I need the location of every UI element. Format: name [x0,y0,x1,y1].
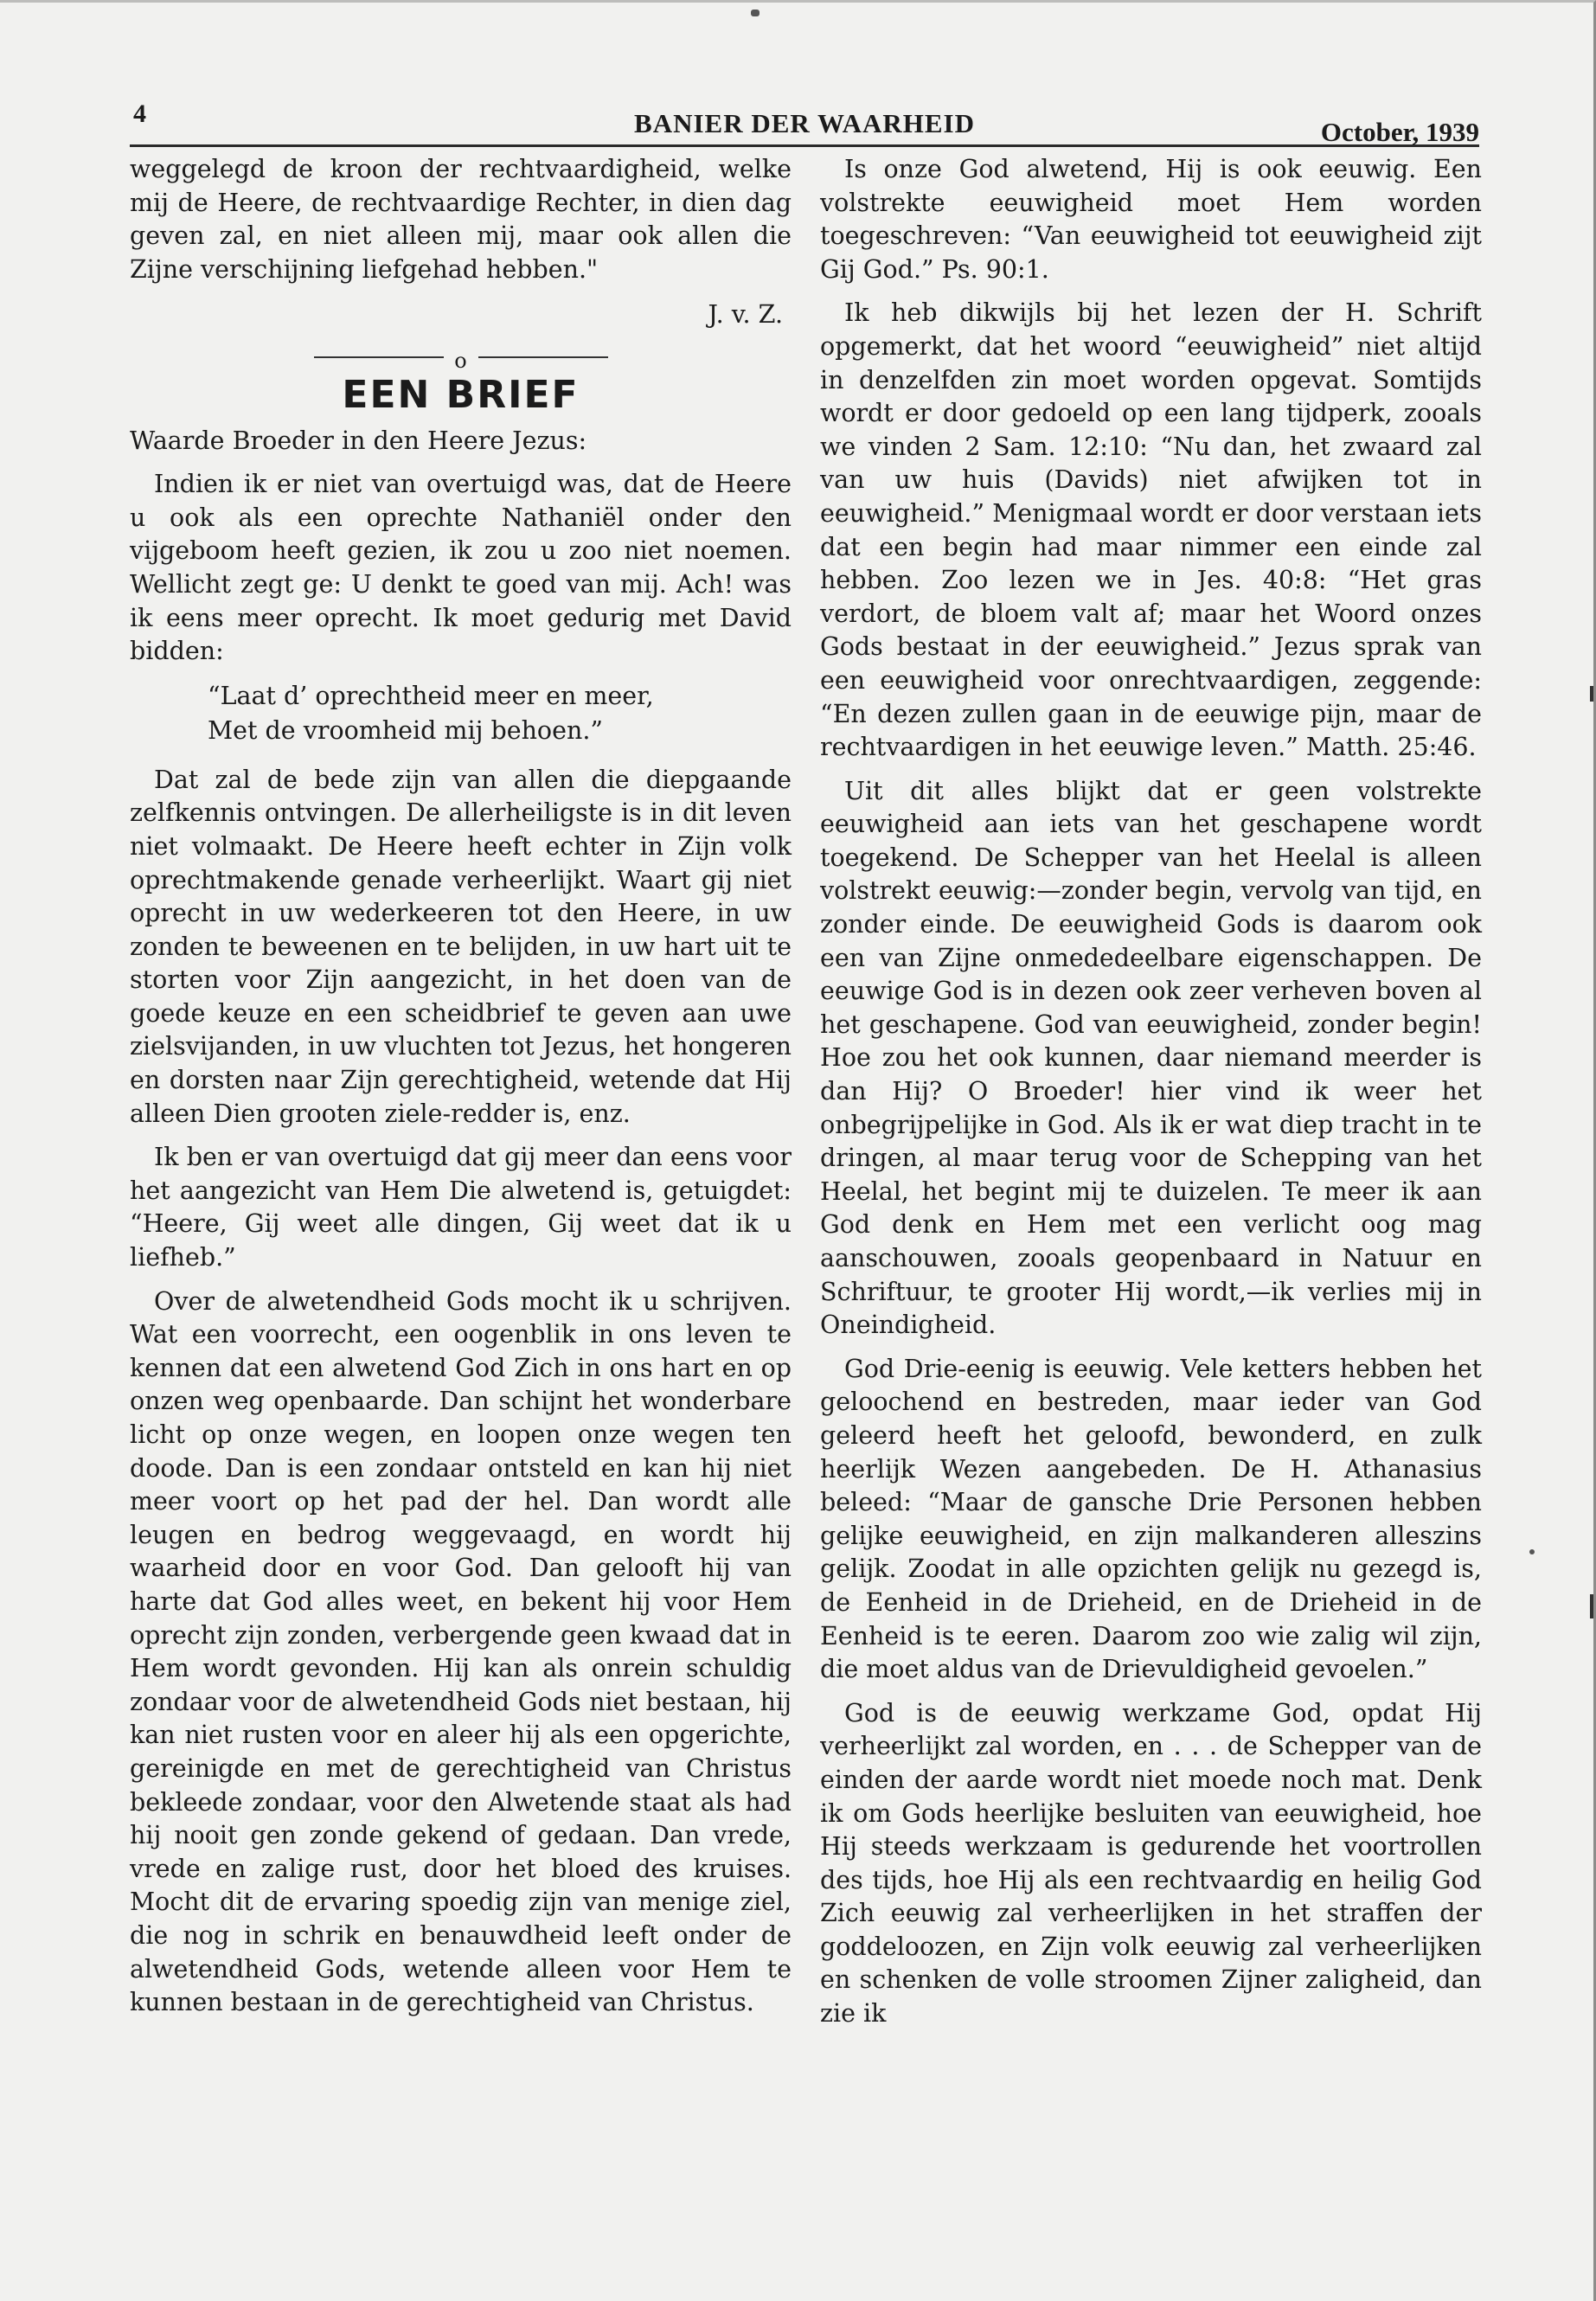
issue-date: October, 1939 [1320,117,1479,147]
right-column [820,153,1482,2041]
page-header [130,99,1479,147]
journal-title: BANIER DER WAARHEID [634,108,975,138]
paragraph: Over de alwetendheid Gods mocht ik u schrijven. Wat een voorrecht, een oogenblik in ons leven te kennen dat een alwetend God Zich in ons hart en op onzen weg openbaarde. Dan schijnt het wonderbare licht op onze wegen, en loopen onze wegen ten doode. Dan is een zondaar ontsteld en kan hij niet meer voort op het pad der hel. Dan wordt alle leugen en bedrog weggevaagd, en wordt hij waarheid door en voor God. Dan gelooft hij van harte dat God alles weet, en bekent hij voor Hem oprecht zijn zonden, verbergende geen kwaad dat in Hem wordt gevonden. Hij kan als onrein schuldig zondaar voor de alwetendheid Gods niet bestaan, hij kan niet rusten voor en aleer hij als een opgerichte, gereinigde en met de gerechtigheid van Christus bekleede zondaar, voor den Alwetende staat als had hij nooit gen zonde gekend of gedaan. Dan vrede, vrede en zalige rust, door het bloed des kruises. Mocht dit de ervaring spoedig zijn van menige ziel, die nog in schrik en benauwdheid leeft onder de alwetendheid Gods, wetende alleen voor Hem te kunnen bestaan in de gerechtigheid van Christus. [130,1286,792,2017]
poem-line: “Laat d’ oprechtheid meer en meer, [208,681,654,710]
divider-line-right [478,356,608,358]
paragraph: Ik heb dikwijls bij het lezen der H. Schrift opgemerkt, dat het woord “eeuwigheid” niet altijd in denzelfden zin moet worden opgevat. Somtijds wordt er door gedoeld op een lang tijdperk, zooals we vinden 2 Sam. 12:10: “Nu dan, het zwaard zal van uw huis (Davids) niet afwijken tot in eeuwigheid.” Menigmaal wordt er door verstaan iets dat een begin had maar nimmer een einde zal hebben. Zoo lezen we in Jes. 40:8: “Het gras verdort, de bloem valt af; maar het Woord onzes Gods bestaat in der eeuwigheid.” Jezus sprak van een eeuwigheid voor onrechtvaardigen, zeggende: “En dezen zullen gaan in de eeuwige pijn, maar de rechtvaardigen in het eeuwige leven.” Matth. 25:46. [820,298,1482,762]
paragraph: God is de eeuwig werkzame God, opdat Hij verheerlijkt zal worden, en . . . de Schepper van de einden der aarde wordt niet moede noch mat. Denk ik om Gods heerlijke besluiten van eeuwigheid, hoe Hij steeds werkzaam is gedurende het voortrollen des tijds, hoe Hij als een rechtvaardig en heilig God Zich eeuwig zal verheerlijken in het straffen der goddeloozen, en Zijn volk eeuwig zal verheerlijken en schenken de volle stroomen Zijner zaligheid, dan zie ik [820,1698,1482,2029]
paragraph: Is onze God alwetend, Hij is ook eeuwig. Een volstrekte eeuwigheid moet Hem worden toegeschreven: “Van eeuwigheid tot eeuwigheid zijt Gij God.” Ps. 90:1. [820,155,1482,284]
salutation: Waarde Broeder in den Heere Jezus: [130,426,587,455]
page-number: 4 [133,99,146,128]
article-heading: EEN BRIEF [342,372,580,417]
paragraph: Ik ben er van overtuigd dat gij meer dan eens voor het aangezicht van Hem Die alwetend is, getuigdet: “Heere, Gij weet alle dingen, Gij weet dat ik u liefheb.” [130,1143,792,1272]
scan-edge-mark [1590,686,1593,702]
paragraph: God Drie-eenig is eeuwig. Vele ketters hebben het geloochend en bestreden, maar ieder van God geleerd heeft het geloofd, bewonderd, en zulk heerlijk Wezen aangebeden. De H. Athanasius beleed: “Maar de gansche Drie Personen hebben gelijke eeuwigheid, en zijn malkanderen alleszins gelijk. Zoodat in alle opzichten gelijk nu gezegd is, de Eenheid in de Drieheid, en de Drieheid in de Eenheid is te eeren. Daarom zoo wie zalig wil zijn, die moet aldus van de Drievuldigheid gevoelen.” [820,1354,1482,1684]
divider-mark: o [454,348,467,373]
paragraph: Dat zal de bede zijn van allen die diepgaande zelfkennis ontvingen. De allerheiligste is in dit leven niet volmaakt. De Heere heeft echter in Zijn volk oprechtmakende genade verheerlijkt. Waart gij niet oprecht in uw wederkeeren tot den Heere, in uw zonden te beweenen en te belijden, in uw hart uit te storten voor Zijn aangezicht, in het doen van de goede keuze en een scheidbrief te geven aan uwe zielsvijanden, in uw vluchten tot Jezus, het hongeren en dorsten naar Zijn gerechtigheid, wetende dat Hij alleen Dien grooten ziele-redder is, enz. [130,765,792,1128]
section-divider [314,344,608,373]
poem-quote [208,679,792,748]
left-column [130,153,792,2030]
scan-speck [751,10,760,16]
scan-edge-mark [1590,1594,1593,1618]
paragraph: Indien ik er niet van overtuigd was, dat de Heere u ook als een oprechte Nathaniël onder den vijgeboom heeft gezien, ik zou u zoo niet noemen. Wellicht zegt ge: U denkt te goed van mij. Ach! was ik eens meer oprecht. Ik moet gedurig met David bidden: [130,470,792,666]
paragraph: Uit dit alles blijkt dat er geen volstrekte eeuwigheid aan iets van het geschapene wordt toegekend. De Schepper van het Heelal is alleen volstrekt eeuwig:—zonder begin, vervolg van tijd, en zonder einde. De eeuwigheid Gods is daarom ook een van Zijne onmededeelbare eigenschappen. De eeuwige God is in dezen ook zeer verheven boven al het geschapene. God van eeuwigheid, zonder begin! Hoe zou het ook kunnen, daar niemand meerder is dan Hij? O Broeder! hier vind ik weer het onbegrijpelijke in God. Als ik er wat diep tracht in te dringen, al maar terug voor de Schepping van het Heelal, het begint mij te duizelen. Te meer ik aan God denk en Hem met een verlicht oog mag aanschouwen, zooals geopenbaard in Natuur en Schriftuur, te grooter Hij wordt,—ik verlies mij in Oneindigheid. [820,776,1482,1340]
intro-paragraph: weggelegd de kroon der rechtvaardigheid, welke mij de Heere, de rechtvaardige Rechter, in dien dag geven zal, en niet alleen mij, maar ook allen die Zijne verschijning liefgehad hebben." [130,155,792,284]
scan-speck [1529,1549,1535,1554]
poem-line: Met de vroomheid mij behoen.” [208,715,603,745]
signature: J. v. Z. [708,300,783,330]
divider-line-left [314,356,444,358]
